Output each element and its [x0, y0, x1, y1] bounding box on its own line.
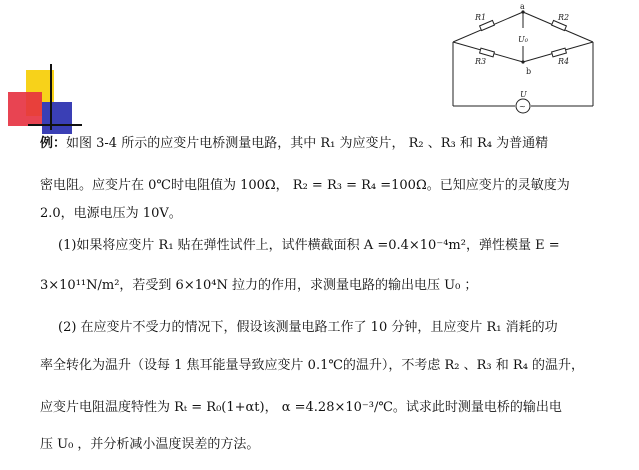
label-node-a: a — [520, 2, 525, 11]
bridge-circuit-diagram — [448, 2, 598, 116]
problem-line1: 如图 3-4 所示的应变片电桥测量电路，其中 R₁ 为应变片， R₂ 、R₃ 和 R₄ 为普通精 — [66, 136, 549, 151]
label-r2: R2 — [558, 13, 570, 22]
logo-blue-block — [42, 102, 72, 134]
question1-line2: 3×10¹¹N/m²，若受到 6×10⁴N 拉力的作用，求测量电路的输出电压 U₀ ； — [40, 278, 478, 293]
logo-horizontal-line — [28, 124, 82, 126]
problem-line2: 密电阻。应变片在 0℃时电阻值为 100Ω， R₂ = R₃ = R₄ =100Ω。已知应变片的灵敏度为 — [40, 178, 570, 193]
label-r3: R3 — [475, 57, 487, 66]
label-r1: R1 — [475, 13, 487, 22]
logo-vertical-line — [50, 64, 52, 130]
question2-line2: 率全转化为温升（设每 1 焦耳能量导致应变片 0.1℃的温升），不考虑 R₂ 、R₃ 和 R₄ 的温升， — [40, 358, 585, 373]
example-label: 例： — [40, 136, 67, 151]
label-r4: R4 — [558, 57, 570, 66]
decorative-logo — [6, 62, 86, 142]
question1-line1: (1)如果将应变片 R₁ 贴在弹性试件上，试件横截面积 A =0.4×10⁻⁴m²，弹性模量 E = — [58, 238, 560, 253]
question2-line1: (2) 在应变片不受力的情况下，假设该测量电路工作了 10 分钟，且应变片 R₁ 消耗的功 — [58, 320, 558, 335]
source-symbol: ~ — [519, 102, 526, 111]
logo-red-block — [8, 92, 42, 126]
problem-line3: 2.0，电源电压为 10V。 — [40, 206, 182, 221]
resistor-r3 — [480, 48, 495, 57]
resistor-r4 — [552, 48, 567, 57]
question2-line4: 压 U₀ ，并分析减小温度误差的方法。 — [40, 437, 260, 452]
label-source: U — [520, 90, 527, 99]
label-u0: U₀ — [518, 35, 528, 44]
problem-intro-line1 — [40, 136, 629, 152]
node-b — [521, 60, 524, 63]
question2-line3: 应变片电阻温度特性为 Rₜ = R₀(1+αt)， α =4.28×10⁻³/℃。试求此时测量电桥的输出电 — [40, 400, 562, 415]
label-node-b: b — [526, 67, 532, 76]
